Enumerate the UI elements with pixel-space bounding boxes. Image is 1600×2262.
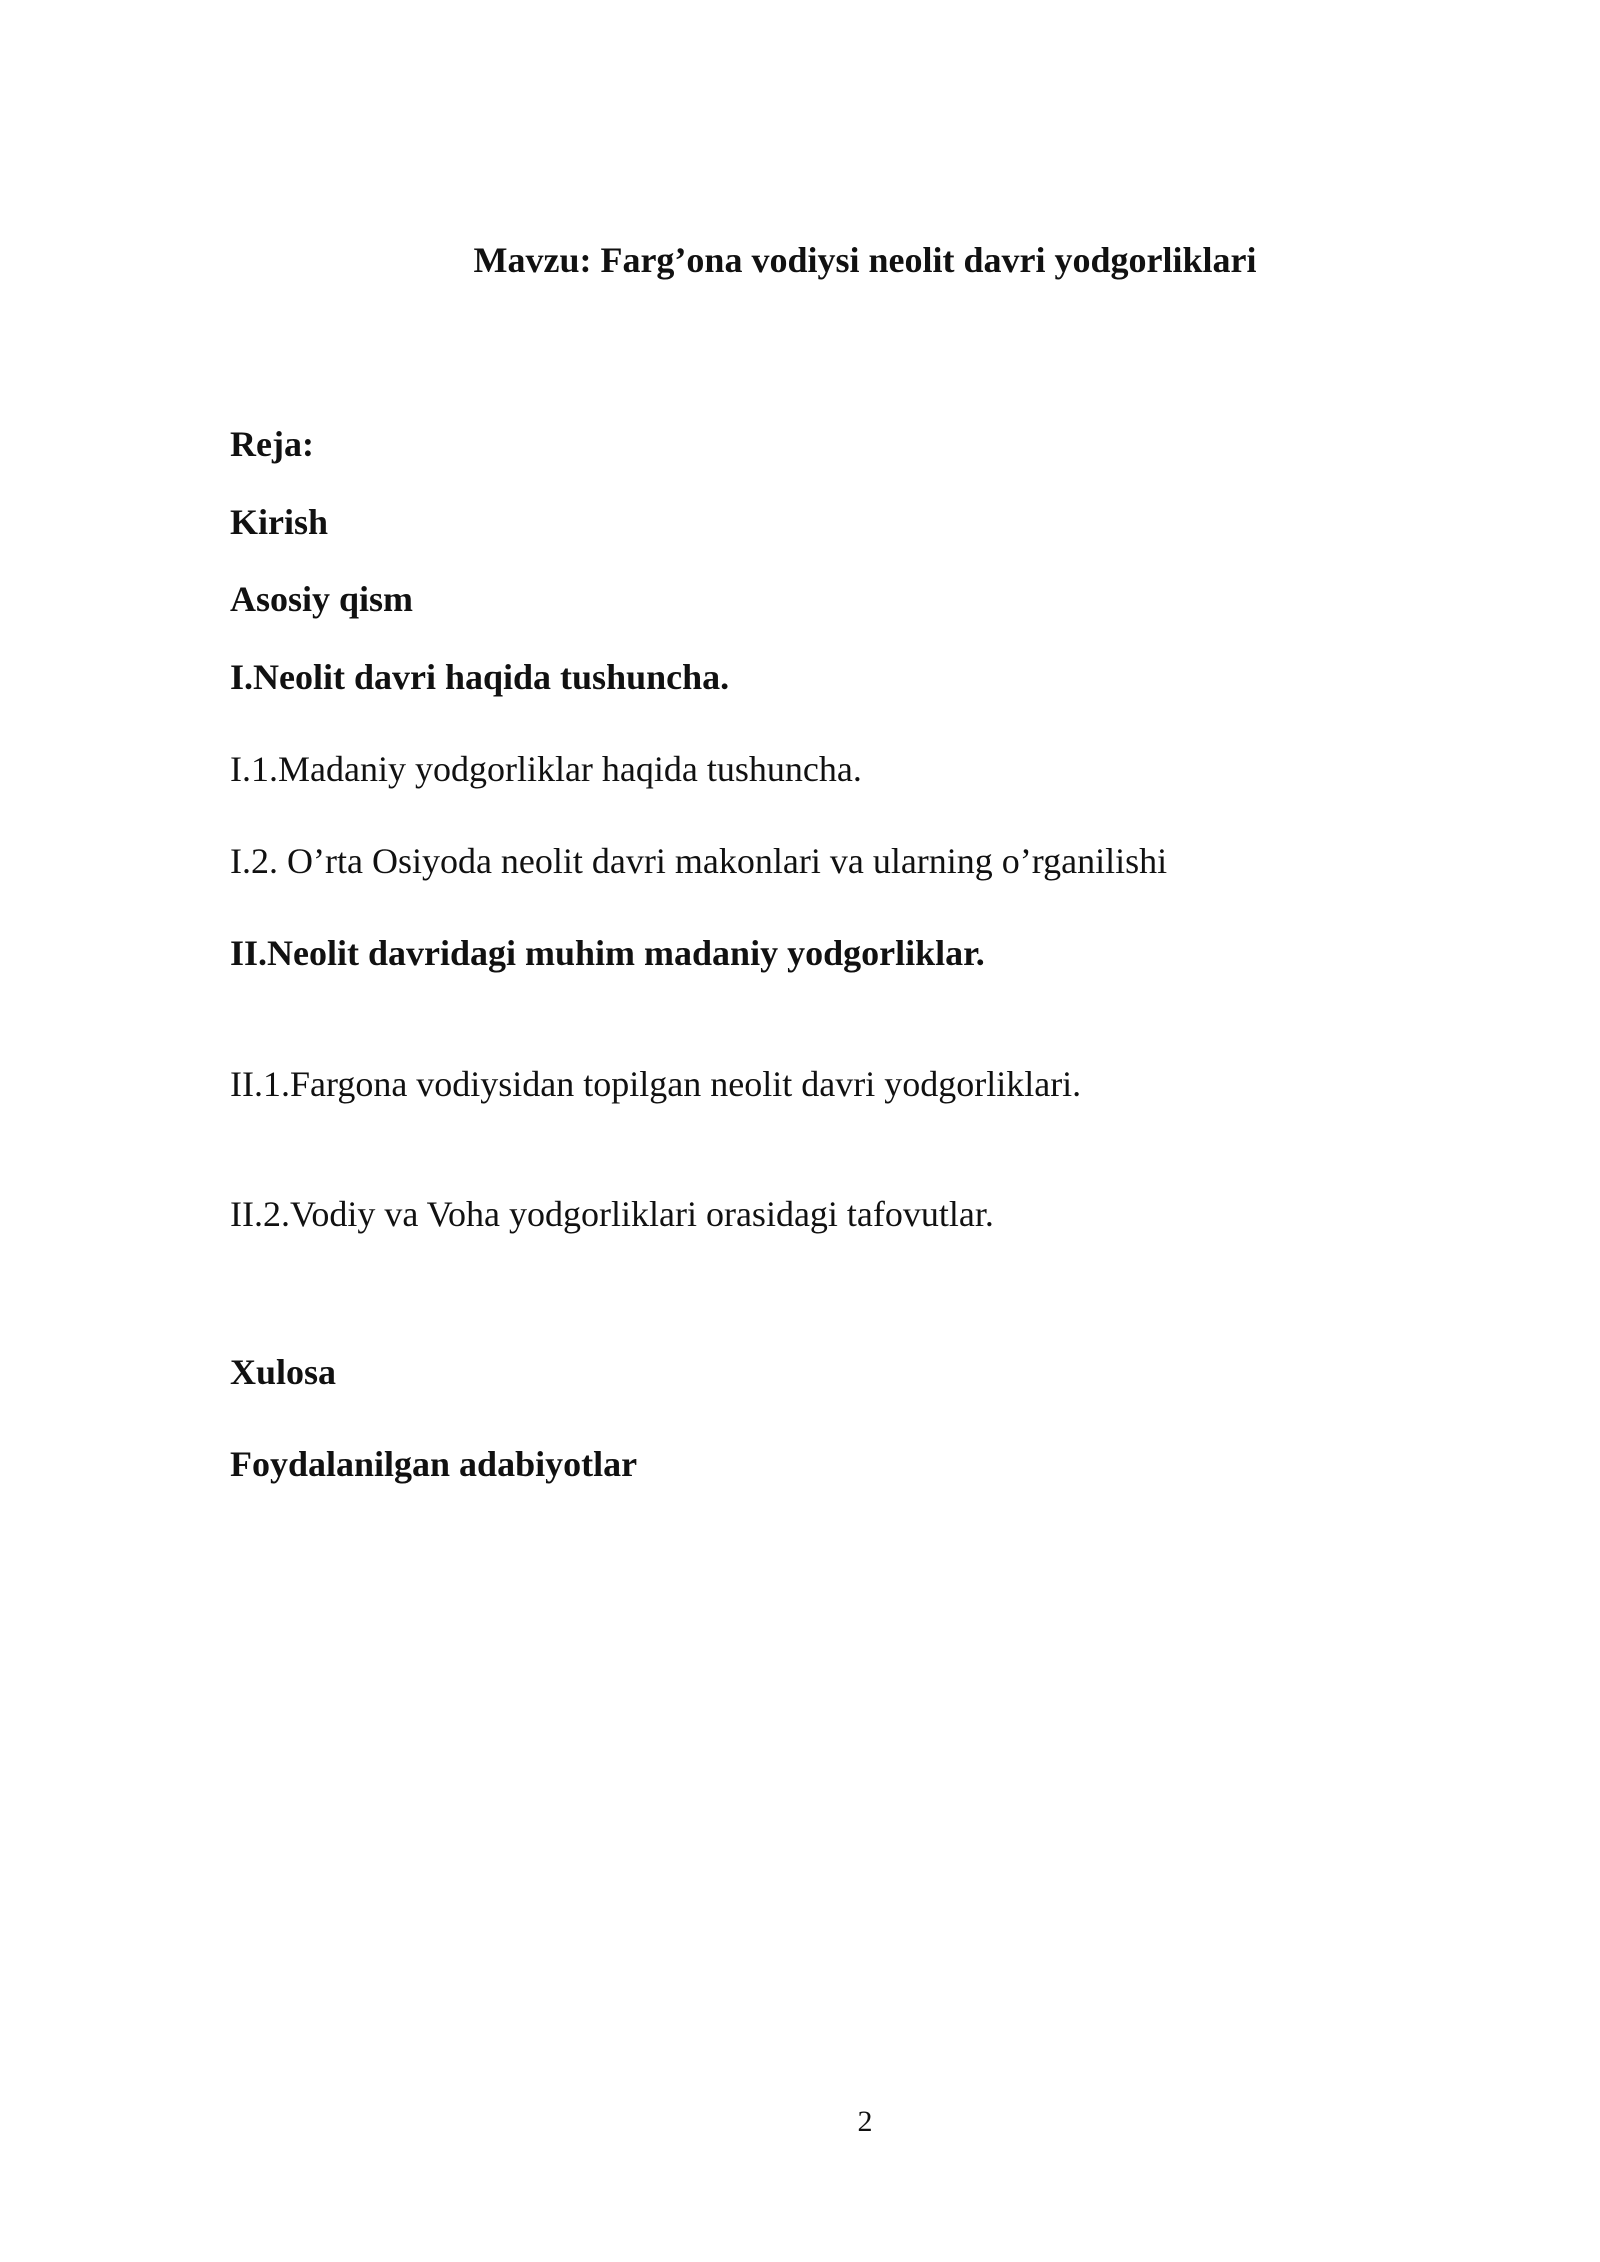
- plan-item-introduction: Kirish: [230, 502, 329, 542]
- plan-item-section-2-1: II.1.Fargona vodiysidan topilgan neolit davri yodgorliklari.: [230, 1064, 1082, 1104]
- plan-item-section-1-1: I.1.Madaniy yodgorliklar haqida tushuncha.: [230, 749, 862, 789]
- plan-item-section-2: II.Neolit davridagi muhim madaniy yodgorliklar.: [230, 933, 985, 973]
- plan-heading: Reja:: [230, 424, 314, 464]
- plan-item-section-1-2: I.2. O’rta Osiyoda neolit davri makonlari va ularning o’rganilishi: [230, 841, 1168, 881]
- plan-item-references: Foydalanilgan adabiyotlar: [230, 1444, 638, 1484]
- plan-item-section-2-2: II.2.Vodiy va Voha yodgorliklari orasidagi tafovutlar.: [230, 1194, 994, 1234]
- document-title: Mavzu: Farg’ona vodiysi neolit davri yodgorliklari: [473, 240, 1257, 280]
- plan-item-section-1: I.Neolit davri haqida tushuncha.: [230, 657, 730, 697]
- plan-item-conclusion: Xulosa: [230, 1352, 337, 1392]
- plan-item-main-part: Asosiy qism: [230, 579, 414, 619]
- page-number: 2: [857, 2105, 873, 2138]
